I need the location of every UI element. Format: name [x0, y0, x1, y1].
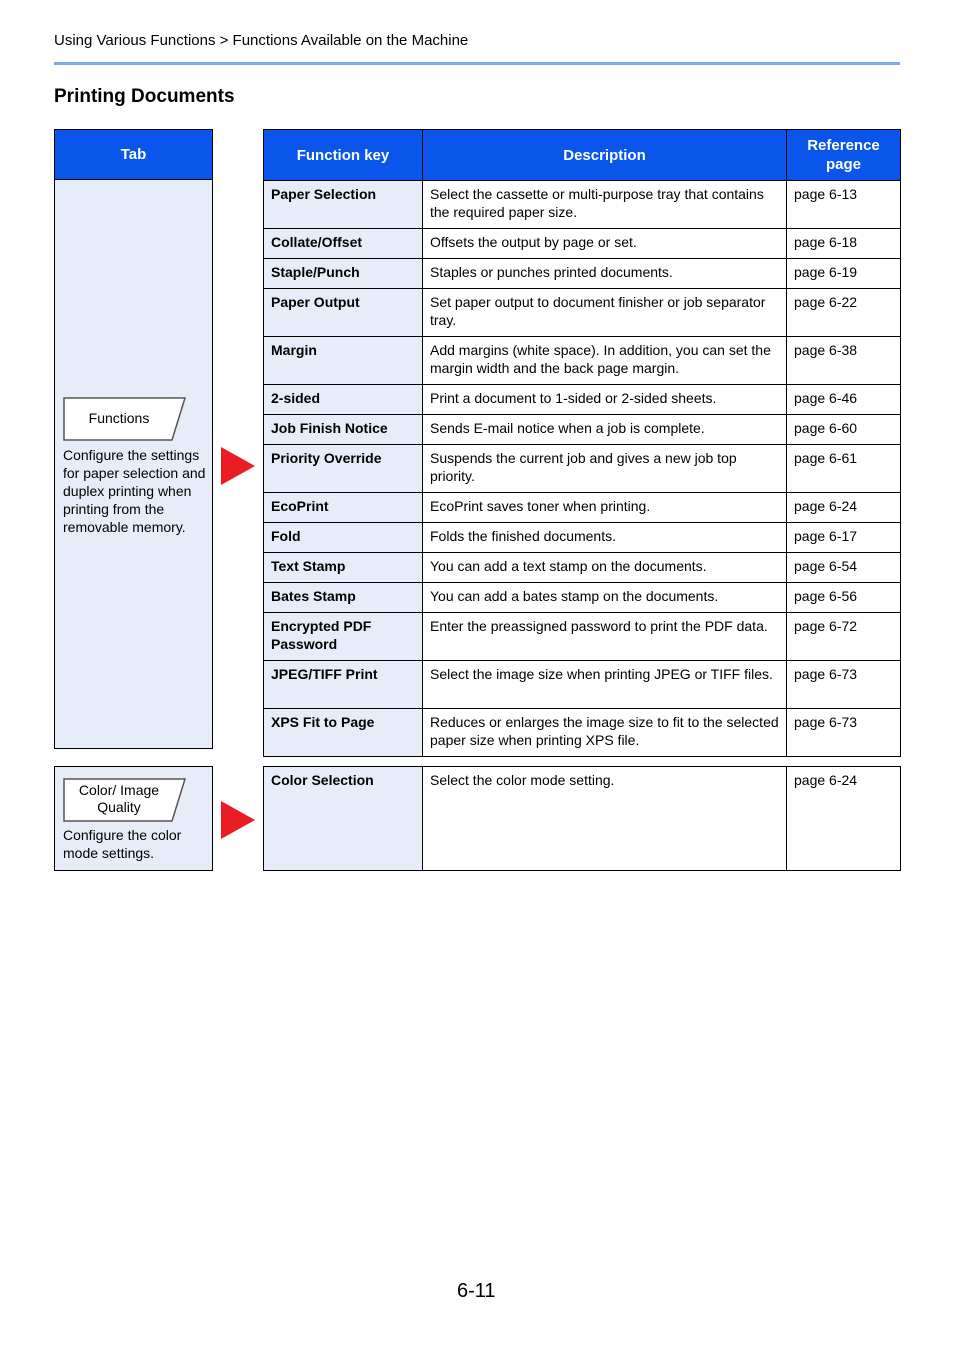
function-key-cell: Job Finish Notice	[264, 415, 423, 445]
description-cell: Suspends the current job and gives a new job top priority.	[423, 445, 787, 493]
function-key-cell: Fold	[264, 523, 423, 553]
reference-page-cell: page 6-61	[787, 445, 901, 493]
description-cell: Staples or punches printed documents.	[423, 259, 787, 289]
function-key-cell: XPS Fit to Page	[264, 709, 423, 757]
reference-page-cell: page 6-19	[787, 259, 901, 289]
function-key-cell: Margin	[264, 337, 423, 385]
table-row	[264, 613, 901, 661]
reference-page-cell: page 6-18	[787, 229, 901, 259]
tab-cell-functions	[54, 179, 213, 749]
table-row	[264, 445, 901, 493]
description-cell: Select the cassette or multi-purpose tray that contains the required paper size.	[423, 181, 787, 229]
table-row	[264, 385, 901, 415]
reference-page-cell: page 6-60	[787, 415, 901, 445]
function-key-cell: Priority Override	[264, 445, 423, 493]
color-image-quality-tab-description: Configure the color mode settings.	[63, 827, 182, 861]
table-row	[264, 259, 901, 289]
reference-page-cell: page 6-73	[787, 661, 901, 709]
table-row	[264, 289, 901, 337]
table-row	[264, 523, 901, 553]
table-row	[264, 181, 901, 229]
table-row	[264, 709, 901, 757]
function-key-cell: Encrypted PDF Password	[264, 613, 423, 661]
description-cell: EcoPrint saves toner when printing.	[423, 493, 787, 523]
reference-page-cell: page 6-38	[787, 337, 901, 385]
table-row	[264, 661, 901, 709]
reference-page-cell: page 6-13	[787, 181, 901, 229]
reference-page-cell: page 6-56	[787, 583, 901, 613]
table-row	[264, 337, 901, 385]
description-header: Description	[423, 130, 787, 181]
function-key-cell: Staple/Punch	[264, 259, 423, 289]
functions-tab-button[interactable]	[63, 397, 187, 441]
functions-table	[263, 129, 901, 757]
function-key-cell: Paper Output	[264, 289, 423, 337]
description-cell: You can add a text stamp on the documents.	[423, 553, 787, 583]
description-cell: Add margins (white space). In addition, you can set the margin width and the back page margin.	[423, 337, 787, 385]
function-key-cell: Paper Selection	[264, 181, 423, 229]
functions-tab-description: Configure the settings for paper selection and duplex printing when printing from the removable memory.	[63, 447, 206, 535]
right-arrow-icon	[221, 447, 255, 485]
breadcrumb: Using Various Functions > Functions Available on the Machine	[54, 32, 469, 49]
reference-page-cell: page 6-72	[787, 613, 901, 661]
description-cell: Print a document to 1-sided or 2-sided sheets.	[423, 385, 787, 415]
functions-tab-label: Functions	[88, 409, 150, 426]
description-cell: Reduces or enlarges the image size to fit to the selected paper size when printing XPS file.	[423, 709, 787, 757]
description-cell: You can add a bates stamp on the documents.	[423, 583, 787, 613]
reference-page-cell: page 6-22	[787, 289, 901, 337]
function-key-cell: Text Stamp	[264, 553, 423, 583]
description-cell: Folds the finished documents.	[423, 523, 787, 553]
right-arrow-icon	[221, 801, 255, 839]
page-number: 6-11	[457, 1280, 496, 1302]
reference-page-cell: page 6-54	[787, 553, 901, 583]
color-image-quality-tab-label: Color/ Image Quality	[78, 782, 160, 815]
description-cell: Select the image size when printing JPEG or TIFF files.	[423, 661, 787, 709]
table-row	[264, 583, 901, 613]
function-key-cell: Color Selection	[264, 767, 423, 871]
table-row	[264, 767, 901, 871]
section-title: Printing Documents	[54, 86, 235, 107]
tab-cell-color-image-quality	[54, 766, 213, 871]
function-key-cell: Bates Stamp	[264, 583, 423, 613]
reference-page-header: Reference page	[787, 130, 901, 181]
table-row	[264, 553, 901, 583]
reference-page-cell: page 6-17	[787, 523, 901, 553]
function-key-cell: 2-sided	[264, 385, 423, 415]
description-cell: Set paper output to document finisher or job separator tray.	[423, 289, 787, 337]
description-cell: Enter the preassigned password to print the PDF data.	[423, 613, 787, 661]
reference-page-cell: page 6-24	[787, 767, 901, 871]
tab-column-header: Tab	[54, 129, 213, 180]
color-image-quality-tab-button[interactable]	[63, 778, 187, 822]
table-row	[264, 415, 901, 445]
function-key-cell: EcoPrint	[264, 493, 423, 523]
table-row	[264, 493, 901, 523]
table-row	[264, 229, 901, 259]
reference-page-cell: page 6-24	[787, 493, 901, 523]
reference-page-cell: page 6-46	[787, 385, 901, 415]
description-cell: Sends E-mail notice when a job is complete.	[423, 415, 787, 445]
function-key-cell: Collate/Offset	[264, 229, 423, 259]
description-cell: Select the color mode setting.	[423, 767, 787, 871]
function-key-header: Function key	[264, 130, 423, 181]
color-table	[263, 766, 901, 871]
function-key-cell: JPEG/TIFF Print	[264, 661, 423, 709]
description-cell: Offsets the output by page or set.	[423, 229, 787, 259]
header-rule	[54, 62, 900, 65]
reference-page-cell: page 6-73	[787, 709, 901, 757]
